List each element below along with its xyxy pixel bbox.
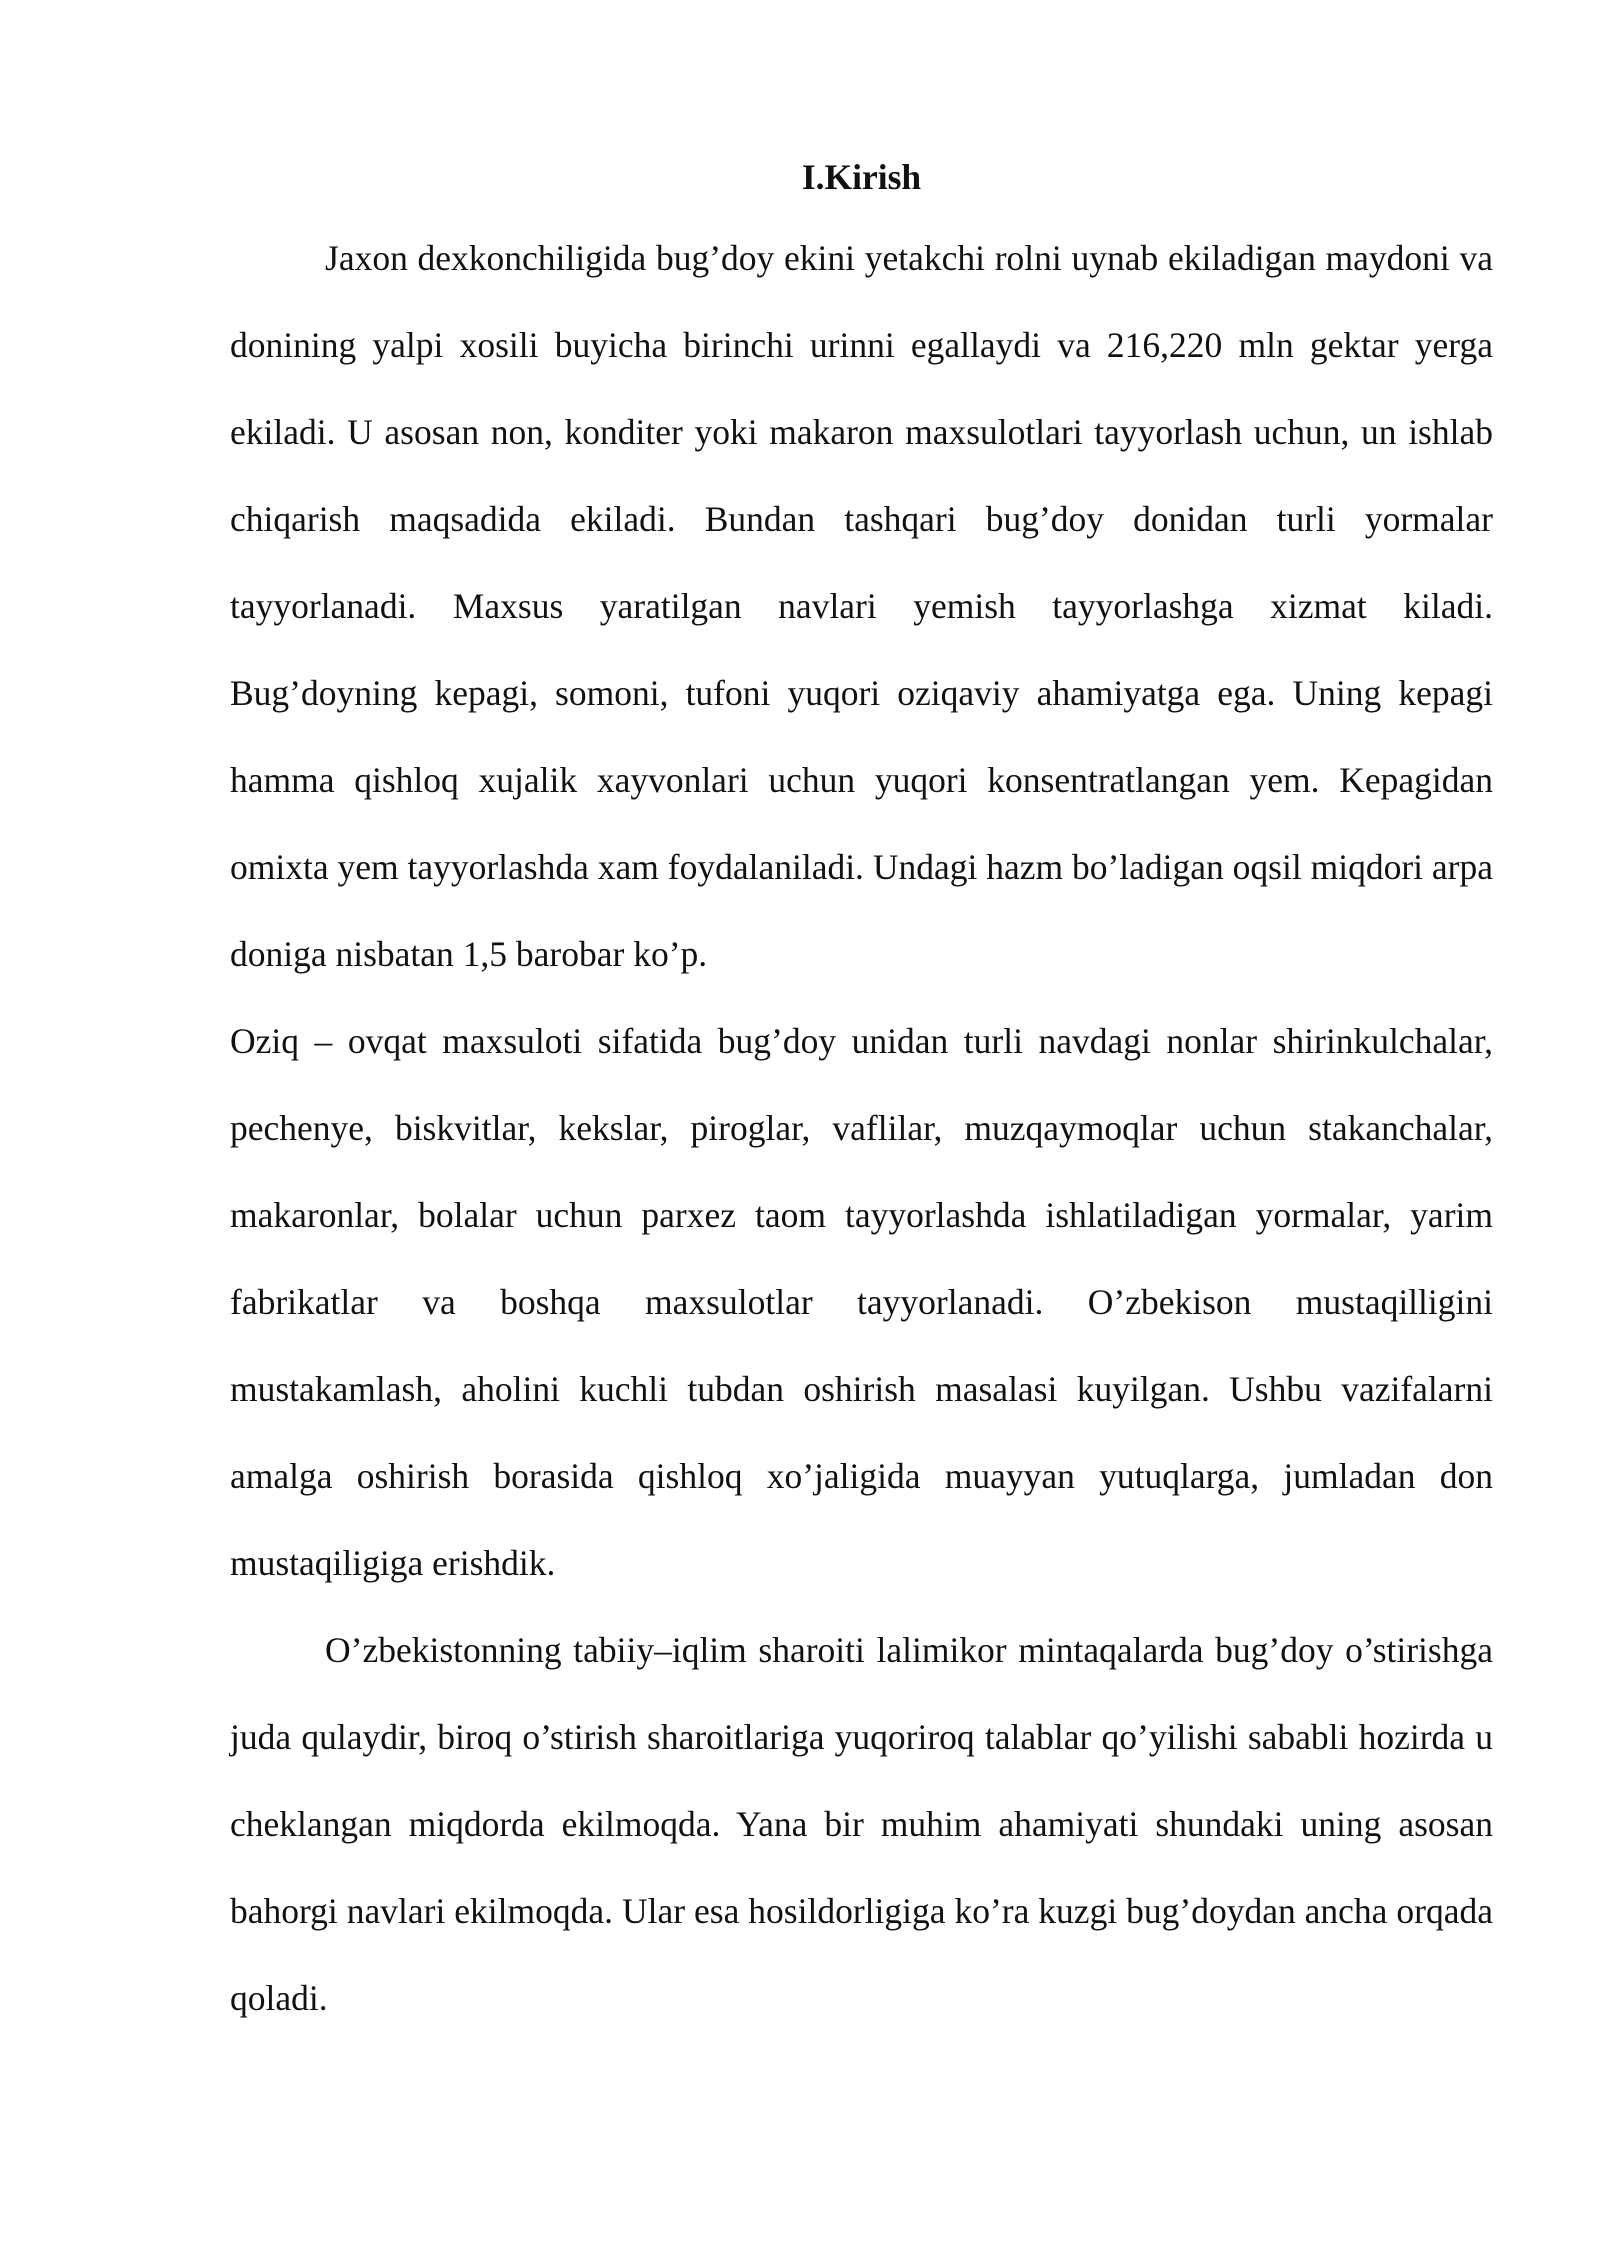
- page-title: I.Kirish: [801, 157, 922, 197]
- document-body: [230, 152, 1493, 2042]
- paragraph-food-products: Oziq – ovqat maxsuloti sifatida bug’doy unidan turli navdagi nonlar shirinkulchalar, pechenye, biskvitlar, kekslar, piroglar, vaflilar, muzqaymoqlar uchun stakanchalar, makaronlar, bolalar uchun parxez taom tayyorlashda ishlatiladigan yormalar, yarim fabrikatlar va boshqa maxsulotlar tayyorlanadi. O’zbekison mustaqilligini mustakamlash, aholini kuchli tubdan oshirish masalasi kuyilgan. Ushbu vazifalarni amalga oshirish borasida qishloq xo’jaligida muayyan yutuqlarga, jumladan don mustaqiligiga erishdik.: [230, 1021, 1493, 1583]
- paragraph-climate: O’zbekistonning tabiiy–iqlim sharoiti lalimikor mintaqalarda bug’doy o’stirishga juda qulaydir, biroq o’stirish sharoitlariga yuqoriroq talablar qo’yilishi sababli hozirda u cheklangan miqdorda ekilmoqda. Yana bir muhim ahamiyati shundaki uning asosan bahorgi navlari ekilmoqda. Ular esa hosildorligiga ko’ra kuzgi bug’doydan ancha orqada qoladi.: [230, 1630, 1493, 2018]
- paragraph-intro: Jaxon dexkonchiligida bug’doy ekini yetakchi rolni uynab ekiladigan maydoni va donining yalpi xosili buyicha birinchi urinni egallaydi va 216,220 mln gektar yerga ekiladi. U asosan non, konditer yoki makaron maxsulotlari tayyorlash uchun, un ishlab chiqarish maqsadida ekiladi. Bundan tashqari bug’doy donidan turli yormalar tayyorlanadi. Maxsus yaratilgan navlari yemish tayyorlashga xizmat kiladi. Bug’doyning kepagi, somoni, tufoni yuqori oziqaviy ahamiyatga ega. Uning kepagi hamma qishloq xujalik xayvonlari uchun yuqori konsentratlangan yem. Kepagidan omixta yem tayyorlashda xam foydalaniladi. Undagi hazm bo’ladigan oqsil miqdori arpa doniga nisbatan 1,5 barobar ko’p.: [230, 238, 1493, 974]
